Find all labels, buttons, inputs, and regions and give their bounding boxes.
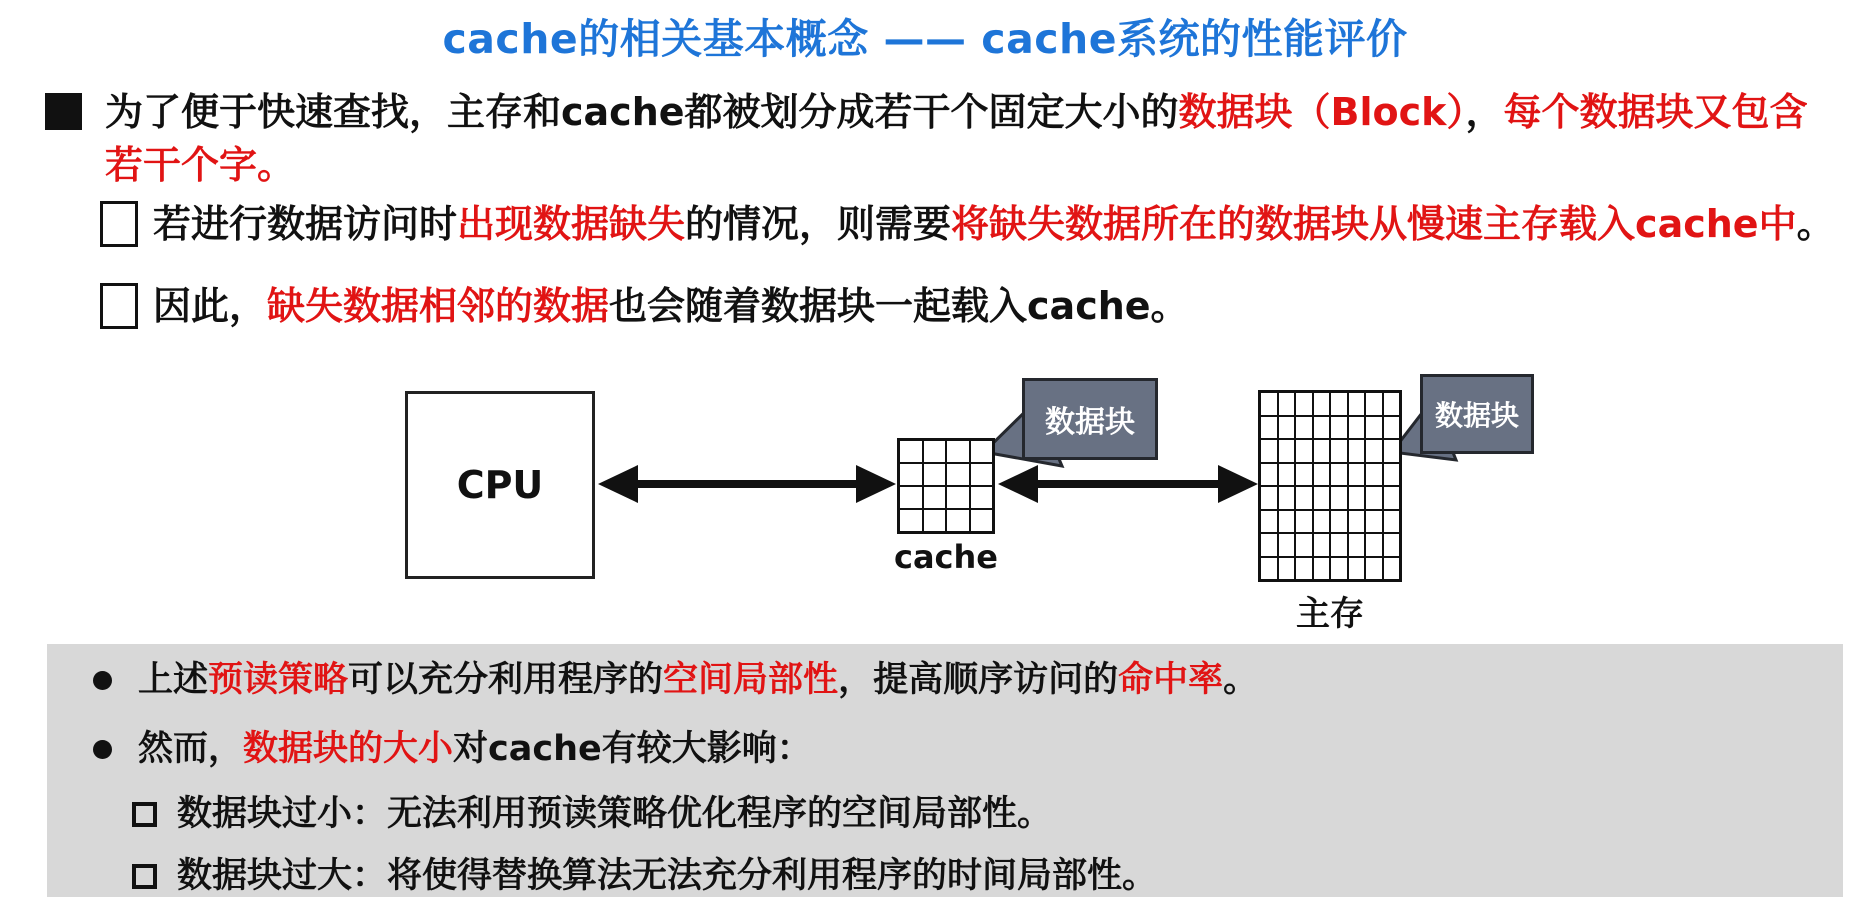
grid-cell — [923, 509, 947, 532]
grid-cell — [1330, 439, 1348, 463]
grid-cell — [970, 440, 994, 463]
grid-cell — [1278, 439, 1296, 463]
grid-cell — [1365, 416, 1383, 440]
grid-cell — [1260, 416, 1278, 440]
grid-cell — [1313, 439, 1331, 463]
grid-cell — [1295, 510, 1313, 534]
grid-cell — [923, 463, 947, 486]
grid-cell — [1383, 557, 1401, 581]
grid-cell — [923, 440, 947, 463]
grid-cell — [1295, 533, 1313, 557]
memory-label: 主存 — [1296, 594, 1364, 634]
grid-cell — [1365, 392, 1383, 416]
cache-memory-double-arrow-icon — [998, 465, 1258, 503]
grid-cell — [1383, 416, 1401, 440]
grid-cell — [1313, 557, 1331, 581]
grid-cell — [1383, 510, 1401, 534]
cpu-cache-double-arrow-icon — [598, 465, 896, 503]
grid-cell — [1313, 533, 1331, 557]
grid-cell — [1348, 416, 1366, 440]
grid-cell — [1348, 392, 1366, 416]
cache-label: cache — [893, 538, 998, 576]
grid-cell — [1365, 510, 1383, 534]
cache-block-callout-text: 数据块 — [1045, 405, 1135, 440]
grid-cell — [1260, 392, 1278, 416]
grid-cell — [1383, 486, 1401, 510]
grid-cell — [1330, 463, 1348, 487]
page-title: cache的相关基本概念 —— cache系统的性能评价 — [442, 15, 1408, 63]
grid-cell — [970, 486, 994, 509]
grid-cell — [1278, 557, 1296, 581]
grid-cell — [1383, 463, 1401, 487]
grid-cell — [1313, 392, 1331, 416]
grid-cell — [1295, 439, 1313, 463]
grid-cell — [1313, 416, 1331, 440]
grid-cell — [1278, 416, 1296, 440]
main-bullet-text: 为了便于快速查找，主存和cache都被划分成若干个固定大小的数据块（Block），每个数据块又包含 若干个字。 — [105, 90, 1808, 187]
grid-cell — [1330, 533, 1348, 557]
grid-cell — [1365, 533, 1383, 557]
grid-cell — [1365, 486, 1383, 510]
memory-block-callout — [1420, 374, 1534, 454]
grid-cell — [1313, 510, 1331, 534]
sub-bullet-2-text: 因此，缺失数据相邻的数据也会随着数据块一起载入cache。 — [153, 284, 1189, 328]
grid-cell — [1348, 463, 1366, 487]
grid-cell — [1295, 392, 1313, 416]
summary-line-text: 数据块过大：将使得替换算法无法充分利用程序的时间局部性。 — [177, 856, 1158, 896]
grid-cell — [1295, 463, 1313, 487]
grid-cell — [1295, 557, 1313, 581]
grid-cell — [1278, 533, 1296, 557]
grid-cell — [1348, 439, 1366, 463]
cache-block-callout — [1022, 378, 1158, 460]
grid-cell — [946, 486, 970, 509]
grid-cell — [1295, 486, 1313, 510]
grid-cell — [1313, 486, 1331, 510]
grid-cell — [1260, 439, 1278, 463]
grid-cell — [1330, 416, 1348, 440]
grid-cell — [1278, 510, 1296, 534]
grid-cell — [1383, 439, 1401, 463]
summary-line-text: 然而，数据块的大小对cache有较大影响： — [138, 729, 812, 769]
grid-cell — [1330, 486, 1348, 510]
cpu-label: CPU — [456, 463, 544, 507]
grid-cell — [923, 486, 947, 509]
cache-grid — [897, 438, 995, 534]
grid-cell — [1260, 486, 1278, 510]
grid-cell — [1365, 439, 1383, 463]
grid-cell — [1383, 392, 1401, 416]
memory-grid — [1258, 390, 1402, 582]
grid-cell — [1330, 510, 1348, 534]
grid-cell — [1260, 510, 1278, 534]
sub-bullet-1-text: 若进行数据访问时出现数据缺失的情况，则需要将缺失数据所在的数据块从慢速主存载入cache中。 — [153, 202, 1835, 246]
summary-line-text: 数据块过小：无法利用预读策略优化程序的空间局部性。 — [177, 794, 1053, 834]
grid-cell — [1260, 533, 1278, 557]
grid-cell — [1278, 463, 1296, 487]
grid-cell — [970, 463, 994, 486]
grid-cell — [1348, 557, 1366, 581]
grid-cell — [1383, 533, 1401, 557]
grid-cell — [1348, 510, 1366, 534]
grid-cell — [899, 486, 923, 509]
grid-cell — [899, 440, 923, 463]
grid-cell — [946, 463, 970, 486]
grid-cell — [1313, 463, 1331, 487]
grid-cell — [1260, 463, 1278, 487]
grid-cell — [946, 509, 970, 532]
grid-cell — [1295, 416, 1313, 440]
grid-cell — [1260, 557, 1278, 581]
summary-line-text: 上述预读策略可以充分利用程序的空间局部性，提高顺序访问的命中率。 — [138, 660, 1259, 700]
grid-cell — [899, 509, 923, 532]
grid-cell — [1365, 463, 1383, 487]
grid-cell — [899, 463, 923, 486]
memory-block-callout-text: 数据块 — [1434, 399, 1519, 432]
grid-cell — [1330, 392, 1348, 416]
grid-cell — [946, 440, 970, 463]
grid-cell — [1348, 533, 1366, 557]
grid-cell — [1278, 392, 1296, 416]
cpu-box — [405, 391, 595, 579]
grid-cell — [970, 509, 994, 532]
grid-cell — [1348, 486, 1366, 510]
grid-cell — [1330, 557, 1348, 581]
grid-cell — [1278, 486, 1296, 510]
grid-cell — [1365, 557, 1383, 581]
